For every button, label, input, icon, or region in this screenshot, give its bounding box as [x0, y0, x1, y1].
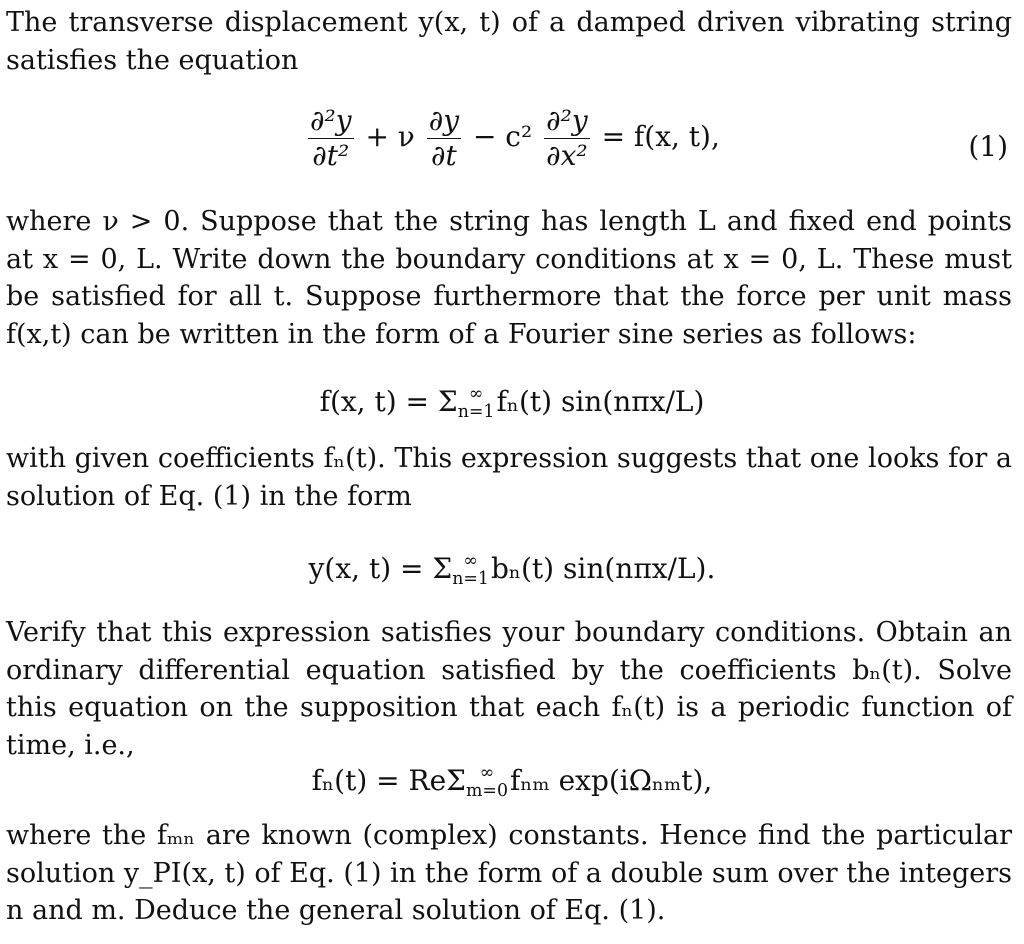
fraction-denominator: ∂x²: [546, 139, 588, 172]
nu-term: + ν: [365, 120, 415, 153]
series-lhs: f(x, t) = Σ: [319, 385, 458, 418]
series-rhs: fₙ(t) sin(nπx/L): [496, 385, 705, 418]
equation-1-rhs: = f(x, t),: [601, 120, 720, 153]
equation-force-series: [0, 385, 1024, 421]
series-rhs: bₙ(t) sin(nπx/L).: [490, 552, 716, 585]
series-lhs: fₙ(t) = ReΣ: [311, 764, 466, 797]
series-rhs: fₙₘ exp(iΩₙₘt),: [510, 764, 713, 797]
fraction-numerator: ∂²y: [546, 104, 588, 137]
fraction-numerator: ∂²y: [310, 104, 352, 137]
equation-1: [0, 104, 720, 173]
equation-number: (1): [968, 130, 1008, 163]
paragraph-boundary: where ν > 0. Suppose that the string has length L and fixed end points at x = 0, L. Write down the boundary conditions at x = 0, L. These must be satisfied for all t. Suppose furthermore that the force per unit mass f(x,t) can be written in the form of a Fourier sine series as follows:: [6, 206, 1012, 350]
equation-periodic-force: [0, 764, 1024, 800]
sum-limits: [458, 386, 495, 421]
sum-lower-limit: n=1: [457, 401, 495, 422]
paragraph-verify: Verify that this expression satisfies your boundary conditions. Obtain an ordinary differential equation satisfied by the coefficients bₙ(t). Solve this equation on the supposition that each fₙ(t) is a periodic function of time, i.e.,: [6, 617, 1012, 761]
paragraph-coefficients: with given coefficients fₙ(t). This expression suggests that one looks for a solution of Eq. (1) in the form: [6, 443, 1012, 512]
fraction-dy-dt: [427, 104, 461, 173]
sum-upper-limit: ∞: [468, 384, 484, 405]
sum-upper-limit: ∞: [463, 551, 478, 572]
sum-lower-limit: n=1: [452, 568, 489, 589]
sum-upper-limit: ∞: [479, 763, 495, 784]
fraction-denominator: ∂t: [431, 139, 457, 172]
fraction-d2y-dx2: [544, 104, 590, 173]
paragraph-particular-solution: where the fₘₙ are known (complex) constants. Hence find the particular solution y_PI(x, t) of Eq. (1) in the form of a double sum over the integers n and m. Deduce the general solution of Eq. (1).: [6, 820, 1012, 926]
sum-limits: [466, 765, 508, 800]
sum-lower-limit: m=0: [465, 780, 509, 801]
c-squared-term: − c²: [472, 120, 533, 153]
fraction-numerator: ∂y: [428, 104, 460, 137]
paragraph-intro: The transverse displacement y(x, t) of a damped driven vibrating string satisfies the equation: [6, 7, 1012, 76]
fraction-denominator: ∂t²: [312, 139, 350, 172]
equation-solution-series: [0, 552, 1024, 588]
fraction-d2y-dt2: [308, 104, 354, 173]
series-lhs: y(x, t) = Σ: [308, 552, 453, 585]
sum-limits: [452, 553, 489, 588]
